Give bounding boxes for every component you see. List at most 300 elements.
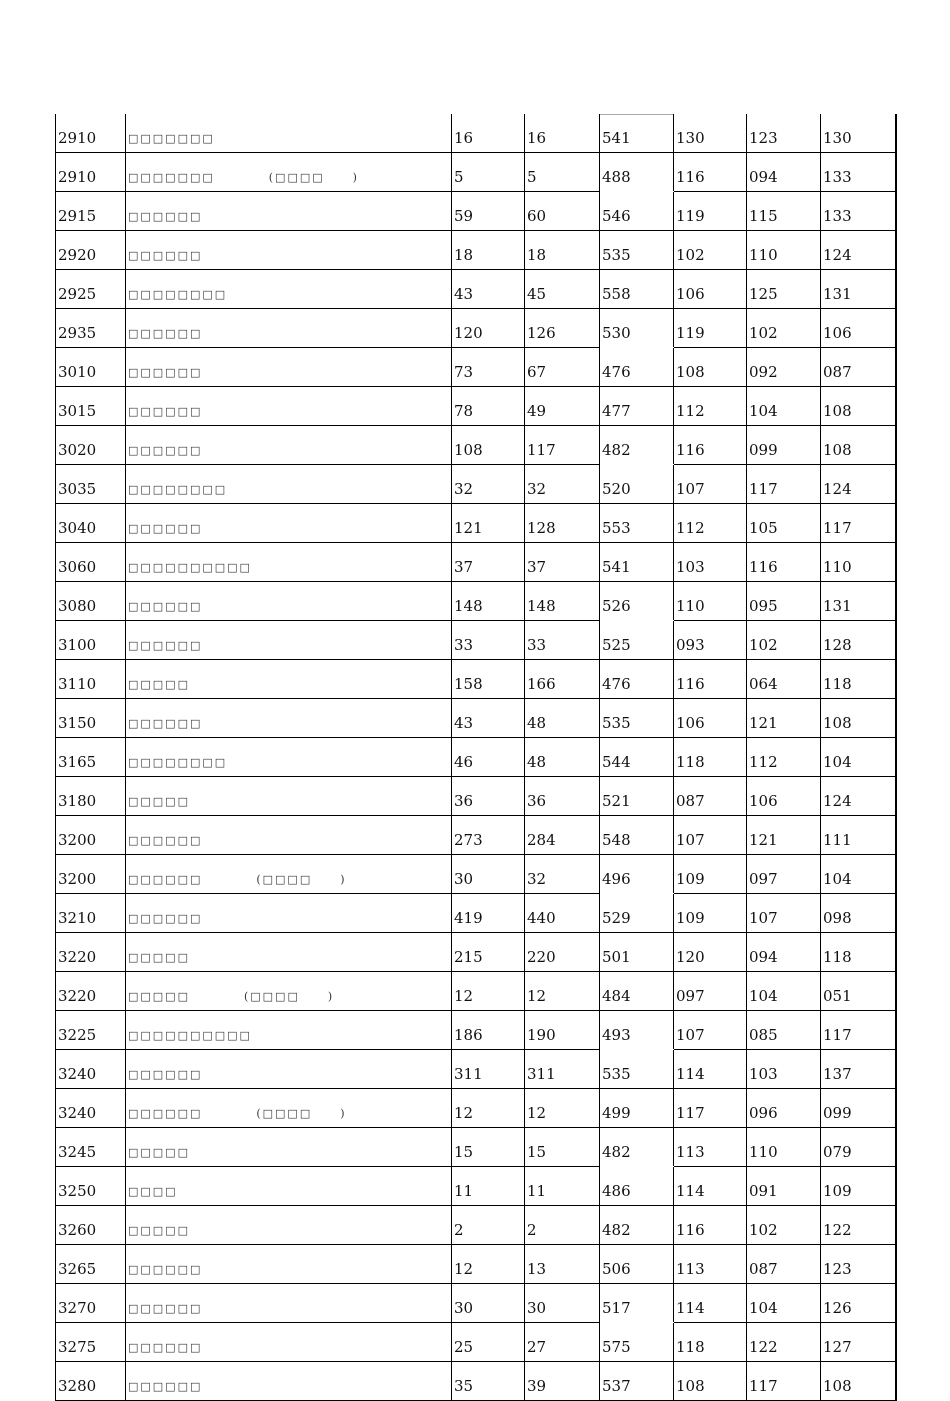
value-c-cell: 541 <box>600 543 674 582</box>
value-c-cell: 535 <box>600 231 674 270</box>
name-cell <box>126 270 452 309</box>
value-a-cell: 46 <box>452 738 525 777</box>
value-e-cell: 099 <box>747 426 821 465</box>
code-cell: 3265 <box>56 1245 126 1284</box>
value-b-cell: 30 <box>525 1284 600 1323</box>
value-e-cell: 096 <box>747 1089 821 1128</box>
value-c-cell: 501 <box>600 933 674 972</box>
value-b-cell: 36 <box>525 777 600 816</box>
name-cell <box>126 894 452 933</box>
value-f-cell: 117 <box>821 1011 896 1050</box>
table-row <box>56 699 896 738</box>
value-c-cell: 496 <box>600 855 674 894</box>
value-c-cell: 529 <box>600 894 674 933</box>
table-row <box>56 465 896 504</box>
value-c-cell: 575 <box>600 1323 674 1362</box>
value-f-cell: 109 <box>821 1167 896 1206</box>
name-text: □□□□□□□□ <box>128 288 228 301</box>
value-e-cell: 104 <box>747 1284 821 1323</box>
value-a-cell: 16 <box>452 114 525 153</box>
name-cell <box>126 738 452 777</box>
value-d-cell: 113 <box>674 1245 747 1284</box>
name-cell <box>126 777 452 816</box>
value-c-cell: 526 <box>600 582 674 621</box>
code-cell: 2910 <box>56 114 126 153</box>
value-f-cell: 108 <box>821 1362 896 1401</box>
value-e-cell: 110 <box>747 1128 821 1167</box>
value-f-cell: 098 <box>821 894 896 933</box>
code-cell: 3220 <box>56 972 126 1011</box>
name-cell <box>126 1011 452 1050</box>
value-f-cell: 124 <box>821 231 896 270</box>
code-cell: 3200 <box>56 855 126 894</box>
value-f-cell: 137 <box>821 1050 896 1089</box>
name-text: □□□□□□□□ <box>128 756 228 769</box>
value-e-cell: 122 <box>747 1323 821 1362</box>
value-c-cell: 520 <box>600 465 674 504</box>
value-e-cell: 112 <box>747 738 821 777</box>
value-d-cell: 119 <box>674 192 747 231</box>
value-d-cell: 103 <box>674 543 747 582</box>
value-c-cell: 482 <box>600 426 674 465</box>
value-c-cell: 541 <box>600 114 674 153</box>
value-b-cell: 126 <box>525 309 600 348</box>
name-cell <box>126 1050 452 1089</box>
name-text: □□□□□□ <box>128 912 203 925</box>
value-c-cell: 537 <box>600 1362 674 1401</box>
name-text: □□□□□□ <box>128 1380 203 1393</box>
value-f-cell: 131 <box>821 582 896 621</box>
value-d-cell: 130 <box>674 114 747 153</box>
value-f-cell: 122 <box>821 1206 896 1245</box>
qualifier-close: ) <box>340 873 347 886</box>
value-c-cell: 506 <box>600 1245 674 1284</box>
value-f-cell: 104 <box>821 855 896 894</box>
value-b-cell: 440 <box>525 894 600 933</box>
value-e-cell: 095 <box>747 582 821 621</box>
value-e-cell: 105 <box>747 504 821 543</box>
name-cell <box>126 816 452 855</box>
table-row <box>56 1206 896 1245</box>
value-b-cell: 11 <box>525 1167 600 1206</box>
value-b-cell: 32 <box>525 855 600 894</box>
value-f-cell: 079 <box>821 1128 896 1167</box>
code-cell: 3275 <box>56 1323 126 1362</box>
name-cell <box>126 1323 452 1362</box>
value-d-cell: 113 <box>674 1128 747 1167</box>
value-d-cell: 107 <box>674 465 747 504</box>
name-cell <box>126 855 452 894</box>
qualifier-close: ) <box>327 990 335 1003</box>
value-a-cell: 5 <box>452 153 525 192</box>
value-a-cell: 12 <box>452 1245 525 1284</box>
value-e-cell: 107 <box>747 894 821 933</box>
value-e-cell: 092 <box>747 348 821 387</box>
value-b-cell: 48 <box>525 738 600 777</box>
value-d-cell: 108 <box>674 348 747 387</box>
code-cell: 3020 <box>56 426 126 465</box>
value-e-cell: 104 <box>747 972 821 1011</box>
value-b-cell: 60 <box>525 192 600 231</box>
value-a-cell: 43 <box>452 699 525 738</box>
name-text: □□□□□ <box>128 1224 190 1237</box>
name-cell <box>126 1206 452 1245</box>
value-b-cell: 117 <box>525 426 600 465</box>
name-qualifier <box>256 1106 346 1121</box>
name-cell <box>126 465 452 504</box>
value-c-cell: 548 <box>600 816 674 855</box>
value-f-cell: 118 <box>821 660 896 699</box>
value-d-cell: 118 <box>674 738 747 777</box>
table-row <box>56 270 896 309</box>
name-text: □□□□□□ <box>128 1068 203 1081</box>
value-d-cell: 112 <box>674 504 747 543</box>
name-cell <box>126 699 452 738</box>
value-b-cell: 12 <box>525 972 600 1011</box>
value-e-cell: 106 <box>747 777 821 816</box>
value-d-cell: 109 <box>674 894 747 933</box>
name-text: □□□□ <box>128 1185 178 1198</box>
name-cell <box>126 1089 452 1128</box>
value-a-cell: 215 <box>452 933 525 972</box>
value-d-cell: 093 <box>674 621 747 660</box>
table-row <box>56 972 896 1011</box>
value-b-cell: 27 <box>525 1323 600 1362</box>
value-d-cell: 112 <box>674 387 747 426</box>
name-text: □□□□□□ <box>128 327 203 340</box>
qualifier-open: (□□□□ <box>256 873 313 886</box>
table-row <box>56 933 896 972</box>
value-d-cell: 106 <box>674 270 747 309</box>
value-e-cell: 102 <box>747 1206 821 1245</box>
value-f-cell: 133 <box>821 192 896 231</box>
value-b-cell: 190 <box>525 1011 600 1050</box>
value-a-cell: 33 <box>452 621 525 660</box>
name-text: □□□□□□ <box>128 1107 203 1120</box>
table-row <box>56 1245 896 1284</box>
score-table <box>55 114 897 1401</box>
code-cell: 3165 <box>56 738 126 777</box>
value-f-cell: 108 <box>821 426 896 465</box>
value-d-cell: 116 <box>674 660 747 699</box>
name-cell <box>126 972 452 1011</box>
value-b-cell: 67 <box>525 348 600 387</box>
code-cell: 3040 <box>56 504 126 543</box>
value-b-cell: 284 <box>525 816 600 855</box>
name-cell <box>126 426 452 465</box>
code-cell: 2915 <box>56 192 126 231</box>
name-cell <box>126 1284 452 1323</box>
table-row <box>56 387 896 426</box>
table-row <box>56 1128 896 1167</box>
name-qualifier <box>269 170 359 185</box>
code-cell: 2920 <box>56 231 126 270</box>
name-text: □□□□□□ <box>128 873 203 886</box>
name-text: □□□□□□□ <box>128 171 215 184</box>
code-cell: 3200 <box>56 816 126 855</box>
name-qualifier <box>256 872 346 887</box>
value-f-cell: 128 <box>821 621 896 660</box>
code-cell: 3035 <box>56 465 126 504</box>
value-a-cell: 73 <box>452 348 525 387</box>
value-a-cell: 2 <box>452 1206 525 1245</box>
value-c-cell: 535 <box>600 699 674 738</box>
name-cell <box>126 660 452 699</box>
table-row <box>56 153 896 192</box>
code-cell: 3060 <box>56 543 126 582</box>
qualifier-open: (□□□□ <box>256 1107 313 1120</box>
code-cell: 2910 <box>56 153 126 192</box>
value-b-cell: 16 <box>525 114 600 153</box>
name-text: □□□□□□ <box>128 639 203 652</box>
value-c-cell: 482 <box>600 1128 674 1167</box>
value-b-cell: 2 <box>525 1206 600 1245</box>
value-b-cell: 128 <box>525 504 600 543</box>
code-cell: 2935 <box>56 309 126 348</box>
value-a-cell: 36 <box>452 777 525 816</box>
name-cell <box>126 309 452 348</box>
code-cell: 3015 <box>56 387 126 426</box>
value-d-cell: 118 <box>674 1323 747 1362</box>
value-f-cell: 104 <box>821 738 896 777</box>
value-b-cell: 15 <box>525 1128 600 1167</box>
value-e-cell: 110 <box>747 231 821 270</box>
value-e-cell: 123 <box>747 114 821 153</box>
name-cell <box>126 153 452 192</box>
name-cell <box>126 504 452 543</box>
name-text: □□□□□ <box>128 1146 190 1159</box>
code-cell: 3010 <box>56 348 126 387</box>
name-cell <box>126 621 452 660</box>
name-cell <box>126 348 452 387</box>
name-text: □□□□□□□ <box>128 132 215 145</box>
table-row <box>56 1089 896 1128</box>
value-c-cell: 517 <box>600 1284 674 1323</box>
value-f-cell: 099 <box>821 1089 896 1128</box>
value-a-cell: 35 <box>452 1362 525 1401</box>
value-e-cell: 102 <box>747 309 821 348</box>
value-a-cell: 11 <box>452 1167 525 1206</box>
value-a-cell: 25 <box>452 1323 525 1362</box>
value-c-cell: 535 <box>600 1050 674 1089</box>
score-table-sheet <box>55 114 895 1401</box>
code-cell: 3225 <box>56 1011 126 1050</box>
value-b-cell: 166 <box>525 660 600 699</box>
value-c-cell: 544 <box>600 738 674 777</box>
value-b-cell: 311 <box>525 1050 600 1089</box>
value-c-cell: 476 <box>600 660 674 699</box>
value-e-cell: 121 <box>747 699 821 738</box>
name-text: □□□□□□ <box>128 1341 203 1354</box>
value-d-cell: 110 <box>674 582 747 621</box>
value-c-cell: 521 <box>600 777 674 816</box>
value-f-cell: 127 <box>821 1323 896 1362</box>
code-cell: 3210 <box>56 894 126 933</box>
value-e-cell: 125 <box>747 270 821 309</box>
value-c-cell: 484 <box>600 972 674 1011</box>
table-row <box>56 582 896 621</box>
value-f-cell: 123 <box>821 1245 896 1284</box>
value-c-cell: 477 <box>600 387 674 426</box>
value-f-cell: 087 <box>821 348 896 387</box>
value-a-cell: 108 <box>452 426 525 465</box>
table-row <box>56 1284 896 1323</box>
value-e-cell: 103 <box>747 1050 821 1089</box>
value-d-cell: 106 <box>674 699 747 738</box>
value-b-cell: 32 <box>525 465 600 504</box>
value-c-cell: 488 <box>600 153 674 192</box>
table-row <box>56 777 896 816</box>
value-a-cell: 158 <box>452 660 525 699</box>
value-f-cell: 133 <box>821 153 896 192</box>
value-a-cell: 121 <box>452 504 525 543</box>
value-b-cell: 48 <box>525 699 600 738</box>
value-a-cell: 59 <box>452 192 525 231</box>
value-a-cell: 78 <box>452 387 525 426</box>
name-cell <box>126 1128 452 1167</box>
name-text: □□□□□□ <box>128 834 203 847</box>
value-c-cell: 558 <box>600 270 674 309</box>
table-row <box>56 192 896 231</box>
value-c-cell: 476 <box>600 348 674 387</box>
value-a-cell: 37 <box>452 543 525 582</box>
value-d-cell: 097 <box>674 972 747 1011</box>
value-e-cell: 094 <box>747 933 821 972</box>
code-cell: 3260 <box>56 1206 126 1245</box>
value-e-cell: 117 <box>747 465 821 504</box>
name-text: □□□□□ <box>128 678 190 691</box>
value-d-cell: 109 <box>674 855 747 894</box>
value-f-cell: 118 <box>821 933 896 972</box>
value-d-cell: 116 <box>674 426 747 465</box>
value-d-cell: 107 <box>674 816 747 855</box>
qualifier-open: (□□□□ <box>243 990 300 1003</box>
qualifier-open: (□□□□ <box>268 171 325 184</box>
name-qualifier <box>244 989 334 1004</box>
value-c-cell: 546 <box>600 192 674 231</box>
value-e-cell: 116 <box>747 543 821 582</box>
value-a-cell: 120 <box>452 309 525 348</box>
table-row <box>56 1362 896 1401</box>
table-body <box>56 114 896 1401</box>
value-b-cell: 39 <box>525 1362 600 1401</box>
name-text: □□□□□□ <box>128 1302 203 1315</box>
value-a-cell: 30 <box>452 855 525 894</box>
value-e-cell: 117 <box>747 1362 821 1401</box>
name-cell <box>126 582 452 621</box>
code-cell: 3110 <box>56 660 126 699</box>
code-cell: 3250 <box>56 1167 126 1206</box>
value-d-cell: 114 <box>674 1167 747 1206</box>
value-a-cell: 12 <box>452 1089 525 1128</box>
value-d-cell: 087 <box>674 777 747 816</box>
name-text: □□□□□□ <box>128 210 203 223</box>
name-cell <box>126 933 452 972</box>
value-d-cell: 119 <box>674 309 747 348</box>
value-f-cell: 108 <box>821 387 896 426</box>
value-e-cell: 097 <box>747 855 821 894</box>
value-c-cell: 525 <box>600 621 674 660</box>
table-row <box>56 114 896 153</box>
value-f-cell: 111 <box>821 816 896 855</box>
value-b-cell: 45 <box>525 270 600 309</box>
value-e-cell: 087 <box>747 1245 821 1284</box>
value-c-cell: 486 <box>600 1167 674 1206</box>
name-text: □□□□□□□□□□ <box>128 561 252 574</box>
name-cell <box>126 543 452 582</box>
name-text: □□□□□ <box>128 990 190 1003</box>
value-c-cell: 553 <box>600 504 674 543</box>
name-cell <box>126 192 452 231</box>
name-text: □□□□□□□□□□ <box>128 1029 252 1042</box>
code-cell: 3100 <box>56 621 126 660</box>
name-text: □□□□□□ <box>128 444 203 457</box>
table-row <box>56 894 896 933</box>
value-d-cell: 120 <box>674 933 747 972</box>
value-a-cell: 186 <box>452 1011 525 1050</box>
name-text: □□□□□□ <box>128 366 203 379</box>
value-f-cell: 131 <box>821 270 896 309</box>
value-a-cell: 18 <box>452 231 525 270</box>
name-text: □□□□□ <box>128 795 190 808</box>
table-row <box>56 621 896 660</box>
qualifier-close: ) <box>352 171 359 184</box>
value-a-cell: 311 <box>452 1050 525 1089</box>
name-cell <box>126 1245 452 1284</box>
value-b-cell: 49 <box>525 387 600 426</box>
name-text: □□□□□□ <box>128 717 203 730</box>
table-row <box>56 855 896 894</box>
name-cell <box>126 1362 452 1401</box>
code-cell: 3245 <box>56 1128 126 1167</box>
value-b-cell: 148 <box>525 582 600 621</box>
table-row <box>56 426 896 465</box>
name-text: □□□□□□ <box>128 1263 203 1276</box>
name-text: □□□□□□□□ <box>128 483 228 496</box>
code-cell: 3150 <box>56 699 126 738</box>
table-row <box>56 660 896 699</box>
table-row <box>56 1011 896 1050</box>
value-f-cell: 110 <box>821 543 896 582</box>
value-b-cell: 5 <box>525 153 600 192</box>
table-row <box>56 231 896 270</box>
value-a-cell: 15 <box>452 1128 525 1167</box>
name-text: □□□□□□ <box>128 522 203 535</box>
table-row <box>56 738 896 777</box>
value-f-cell: 108 <box>821 699 896 738</box>
table-row <box>56 543 896 582</box>
value-e-cell: 121 <box>747 816 821 855</box>
value-d-cell: 117 <box>674 1089 747 1128</box>
value-c-cell: 499 <box>600 1089 674 1128</box>
code-cell: 3240 <box>56 1089 126 1128</box>
value-d-cell: 114 <box>674 1284 747 1323</box>
name-cell <box>126 387 452 426</box>
value-f-cell: 126 <box>821 1284 896 1323</box>
name-cell <box>126 231 452 270</box>
value-e-cell: 104 <box>747 387 821 426</box>
name-text: □□□□□□ <box>128 405 203 418</box>
value-b-cell: 13 <box>525 1245 600 1284</box>
value-e-cell: 091 <box>747 1167 821 1206</box>
value-c-cell: 530 <box>600 309 674 348</box>
value-d-cell: 114 <box>674 1050 747 1089</box>
value-c-cell: 493 <box>600 1011 674 1050</box>
qualifier-close: ) <box>340 1107 347 1120</box>
code-cell: 3240 <box>56 1050 126 1089</box>
code-cell: 3280 <box>56 1362 126 1401</box>
value-e-cell: 064 <box>747 660 821 699</box>
